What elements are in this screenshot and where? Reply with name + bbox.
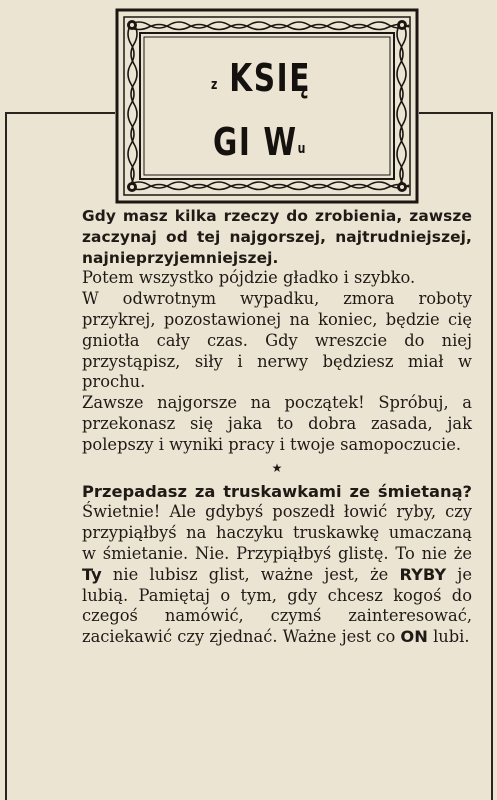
title-line-1-big: KSIĘ [229, 56, 312, 100]
paragraph-5-ty: Ty [82, 564, 102, 584]
title-line-1 [211, 56, 311, 100]
paragraph-5-text-a: Świetnie! Ale gdybyś poszedł łowić ryby, czy przypiąłbyś na haczyku truskawkę umaczaną w śmietanie. Nie. Przypiąłbyś glistę. To nie że [82, 502, 472, 563]
title-line-2-small: u [297, 141, 306, 157]
frame-right-line [491, 112, 493, 800]
lead-paragraph: Gdy masz kilka rzeczy do zrobienia, zawsze zaczynaj od tej najgorszej, najtrudniejszej, najnieprzyjemniejszej. [82, 207, 472, 267]
paragraph-5-text-d: lubi. [427, 627, 470, 647]
paragraph-5 [82, 482, 472, 648]
title-line-1-small: z [211, 77, 218, 93]
article-body [82, 206, 472, 648]
title-text [115, 8, 419, 204]
frame-top-right-line [419, 112, 493, 114]
paragraph-5-bold-lead: Przepadasz za truskawkami ze śmietaną? [82, 481, 472, 501]
paragraph-3: W odwrotnym wypadku, zmora roboty przykrej, pozostawionej na koniec, będzie cię gniotła cały czas. Gdy wreszcie do niej przystąpisz, siły i nerwy będziesz miał w prochu. [82, 289, 472, 392]
ornamental-title-box [115, 8, 419, 204]
separator-star: ★ [271, 460, 283, 475]
title-line-2-big: GI W [213, 120, 298, 164]
paragraph-2: Potem wszystko pójdzie gładko i szybko. [82, 268, 416, 288]
paragraph-5-ryby: RYBY [399, 564, 447, 584]
paragraph-4: Zawsze najgorsze na początek! Spróbuj, a przekonasz się jaka to dobra zasada, jak polepszy i wyniki pracy i twoje samopoczucie. [82, 393, 472, 454]
paragraph-5-text-c: je lubią. Pamiętaj o tym, gdy chcesz kogoś do czegoś namówić, czymś zainteresować, zaciekawić czy zjednać. Ważne jest co [82, 564, 472, 647]
paragraph-5-on: ON [400, 627, 428, 647]
paragraph-5-text-b: nie lubisz glist, ważne jest, że [101, 564, 400, 584]
title-line-2 [213, 120, 305, 164]
frame-left-line [5, 112, 7, 800]
frame-top-left-line [5, 112, 115, 114]
